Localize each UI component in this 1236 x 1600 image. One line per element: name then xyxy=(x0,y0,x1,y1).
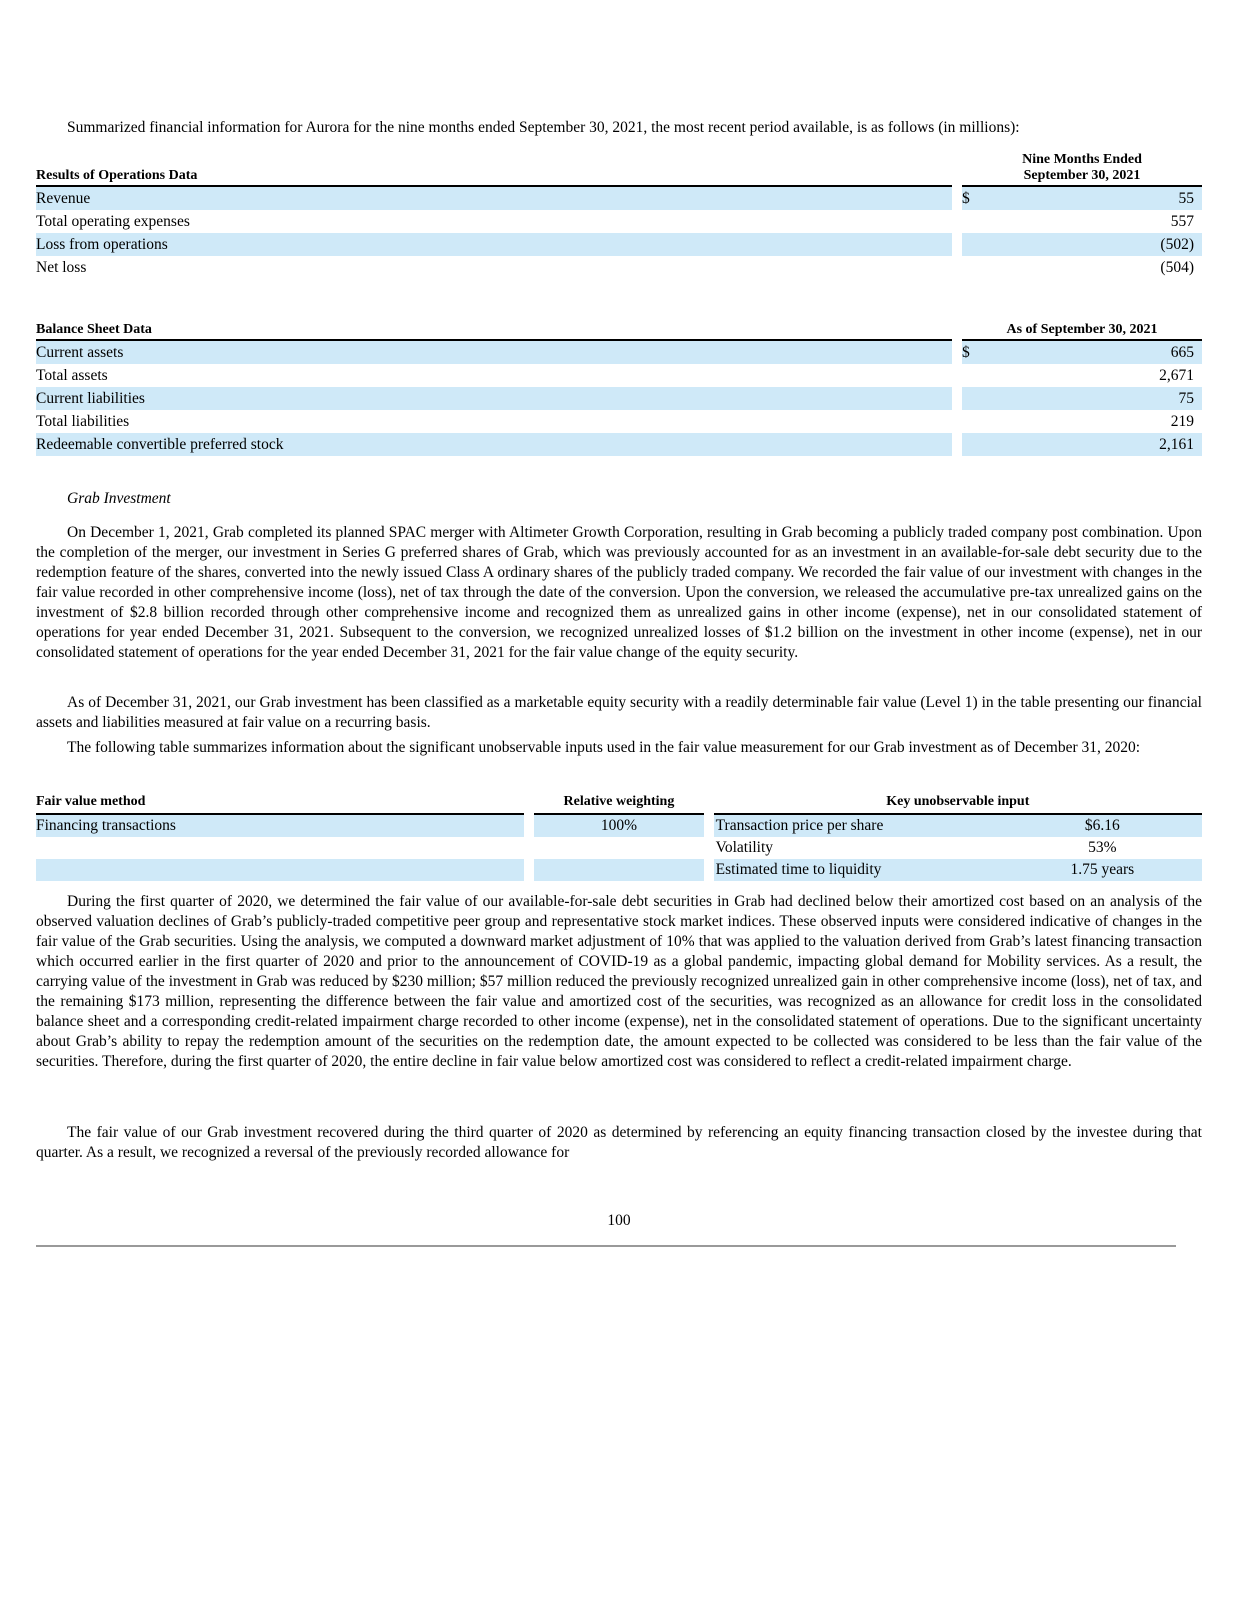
col-key-unobservable-input: Key unobservable input xyxy=(714,792,1202,814)
results-header-label: Results of Operations Data xyxy=(36,152,952,186)
col-relative-weighting: Relative weighting xyxy=(534,792,704,814)
paragraph-impairment: During the first quarter of 2020, we determined the fair value of our available-for-sale debt securities in Grab had declined below their amortized cost based on an analysis of the observed valuation declines of Grab’s publicly-traded competitive peer group and representative stock market indices. These observed inputs were considered indicative of changes in the fair value of the Grab securities. Using the analysis, we computed a downward market adjustment of 10% that was applied to the valuation derived from Grab’s latest financing transaction which occurred earlier in the first quarter of 2020 and prior to the announcement of COVID-19 as a global pandemic, impacting global demand for Mobility services. As a result, the carrying value of the investment in Grab was reduced by $230 million; $57 million reduced the previously recognized unrealized gain in other comprehensive income (loss), net of tax, and the remaining $173 million, representing the difference between the fair value and amortized cost of the securities, was recognized as an allowance for credit loss in the consolidated balance sheet and a corresponding credit-related impairment charge recorded to other income (expense), net in the consolidated statement of operations. Due to the significant uncertainty about Grab’s ability to repay the redemption amount of the securities on the redemption date, the amount expected to be collected was considered to be less than the fair value of the securities. Therefore, during the first quarter of 2020, the entire decline in fair value below amortized cost was considered to reflect a credit-related impairment charge. xyxy=(36,893,1202,1070)
footer-divider xyxy=(36,1245,1176,1247)
page-number: 100 xyxy=(607,1212,631,1229)
table-row: Loss from operations (502) xyxy=(36,233,1202,256)
table-row: Financing transactions 100% Transaction price per share $6.16 xyxy=(36,814,1202,837)
intro-text: Summarized financial information for Aurora for the nine months ended September 30, 2021, the most recent period available, is as follows (in millions): xyxy=(67,119,1020,136)
table-row: Revenue $ 55 xyxy=(36,186,1202,210)
table-row: Net loss (504) xyxy=(36,259,1194,276)
table-row: Redeemable convertible preferred stock 2,161 xyxy=(36,433,1202,456)
table-row: Total liabilities 219 xyxy=(36,413,1194,430)
table-row: Estimated time to liquidity 1.75 years xyxy=(36,859,1202,881)
table-row: Current assets $ 665 xyxy=(36,340,1202,364)
col-fair-value-method: Fair value method xyxy=(36,792,524,814)
fair-value-inputs-table xyxy=(36,792,1202,881)
table-row: Volatility 53% xyxy=(715,839,1117,856)
balance-header-period: As of September 30, 2021 xyxy=(962,317,1202,340)
table-row: Total assets 2,671 xyxy=(36,367,1194,384)
paragraph-merger: On December 1, 2021, Grab completed its planned SPAC merger with Altimeter Growth Corporation, resulting in Grab becoming a publicly traded company post combination. Upon the completion of the merger, our investment in Series G preferred shares of Grab, which was previously accounted for as an investment in an available-for-sale debt security due to the redemption feature of the shares, converted into the newly issued Class A ordinary shares of the publicly traded company. We recorded the fair value of our investment with changes in the fair value recorded in other comprehensive income (loss), net of tax through the date of the conversion. Upon the conversion, we released the accumulative pre-tax unrealized gains on the investment of $2.8 billion recorded through other comprehensive income and recognized them as unrealized gains in other income (expense), net in our consolidated statement of operations for year ended December 31, 2021. Subsequent to the conversion, we recognized unrealized losses of $1.2 billion on the investment in other income (expense), net in our consolidated statement of operations for the year ended December 31, 2021 for the fair value change of the equity security. xyxy=(36,524,1202,661)
balance-header-label: Balance Sheet Data xyxy=(36,317,952,340)
table-row: Total operating expenses 557 xyxy=(36,213,1194,230)
table-row: Current liabilities 75 xyxy=(36,387,1202,410)
balance-sheet-table xyxy=(36,317,1202,456)
paragraph-table-intro: The following table summarizes information about the significant unobservable inputs used in the fair value measurement for our Grab investment as of December 31, 2020: xyxy=(67,739,1141,756)
results-header-period: Nine Months Ended September 30, 2021 xyxy=(962,152,1202,186)
paragraph-classification: As of December 31, 2021, our Grab investment has been classified as a marketable equity security with a readily determinable fair value (Level 1) in the table presenting our financial assets and liabilities measured at fair value on a recurring basis. xyxy=(36,694,1202,731)
results-of-operations-table xyxy=(36,152,1202,279)
grab-investment-heading: Grab Investment xyxy=(67,490,171,507)
paragraph-recovery: The fair value of our Grab investment recovered during the third quarter of 2020 as determined by referencing an equity financing transaction closed by the investee during that quarter. As a result, we recognized a reversal of the previously recorded allowance for xyxy=(36,1124,1202,1161)
